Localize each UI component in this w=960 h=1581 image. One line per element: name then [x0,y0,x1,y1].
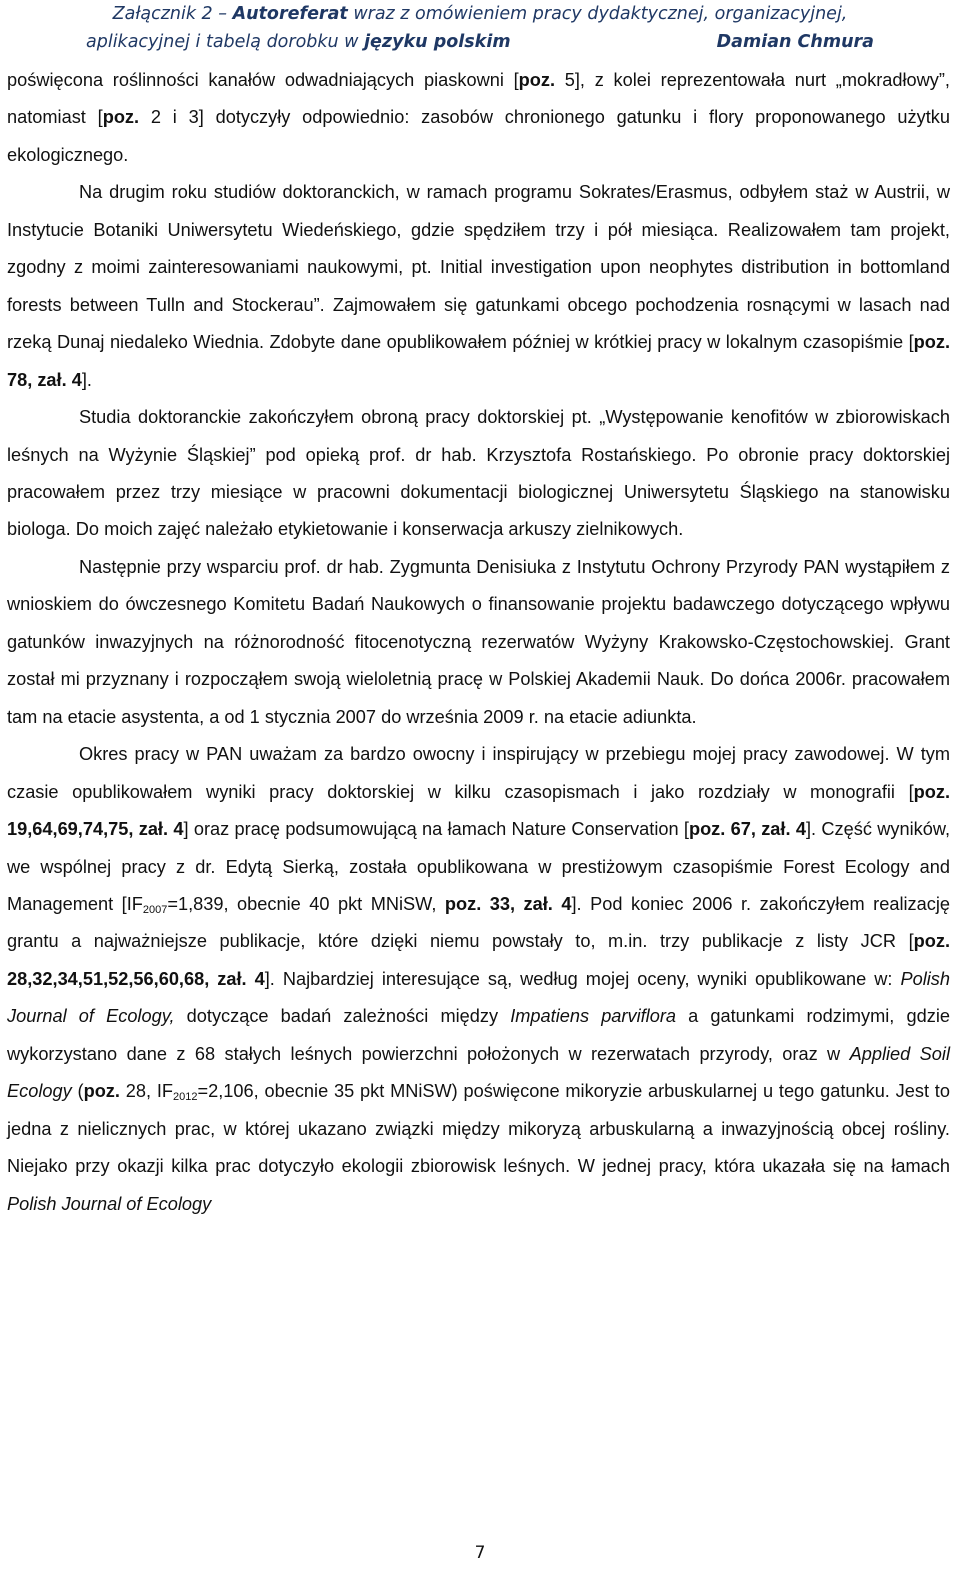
bold-ref: poz. [102,107,140,128]
text: Na drugim roku studiów doktoranckich, w ramach programu Sokrates/Erasmus, odbyłem staż w Austrii, w Instytucie Botaniki Uniwersytetu Wiedeńskiego, gdzie spędziłem trzy i pół miesiąca. Realizowałem tam projekt, zgodny z moimi zainteresowaniami naukowymi, pt. Initial investigation upon neophytes distribution in bottomland forests between Tulln and Stockerau”. Zajmowałem się gatunkami obcego pochodzenia rosnącymi w lasach nad rzeką Dunaj niedaleko Wiednia. Zdobyte dane opublikowałem później w krótkiej pracy w lokalnym czasopiśmie [ [7,182,950,353]
subscript: 2007 [142,903,168,916]
text: =2,106, obecnie 35 pkt MNiSW) poświęcone mikoryzie arbuskularnej u tego gatunku. Jest to jedna z nielicznych prac, w której ukazano związki między mikoryzą arbuskularną a inwazyjnością obcej rośliny. Niejako przy okazji kilka prac dotyczyło ekologii zbiorowisk leśnych. W jednej pracy, która ukazała się na łamach [7,1081,950,1177]
bold-ref: poz. [518,70,556,90]
bold-ref: poz. 67, zał. 4 [688,819,806,840]
text: ] oraz pracę podsumowującą na łamach Nature Conservation [ [183,819,689,840]
bold-ref: poz. 19,64,69,74,75, zał. 4 [7,781,950,840]
bold-ref: poz. [83,1081,120,1102]
header-author: Damian Chmura [716,32,874,52]
text: ( [71,1081,84,1102]
header-prefix: Załącznik 2 – [112,4,233,24]
text: dotyczące badań zależności między [174,1006,511,1027]
page-number: 7 [474,1543,486,1563]
text: =1,839, obecnie 40 pkt MNiSW, [167,893,445,914]
header-line2-left [86,28,511,57]
subscript: 2012 [173,1091,198,1104]
header-line2-prefix: aplikacyjnej i tabelą dorobku w [86,32,365,52]
paragraph-3: Studia doktoranckie zakończyłem obroną pracy doktorskiej pt. „Występowanie kenofitów w zbiorowiskach leśnych na Wyżynie Śląskiej” pod opieką prof. dr hab. Krzysztofa Rostańskiego. Po obronie pracy doktorskiej pracowałem przez trzy miesiące w pracowni dokumentacji biologicznej Uniwersytetu Śląskiego na stanowisku biologa. Do moich zajęć należało etykietowanie i konserwacja arkuszy zielnikowych. [7,407,950,540]
header-bold: Autoreferat [232,4,348,24]
paragraph-2 [7,174,950,399]
text: ]. Najbardziej interesujące są, według mojej oceny, wyniki opublikowane w: [264,968,901,989]
text: ]. [81,369,92,390]
document-body [7,62,950,1223]
header-line-1 [0,0,960,29]
text: 28, IF [119,1081,173,1102]
header-line2-bold: języku polskim [364,32,511,52]
text: Okres pracy w PAN uważam za bardzo owocny i inspirujący w przebiegu mojej pracy zawodowej. W tym czasie opublikowałem wyniki pracy doktorskiej w kilku czasopismach i jako rozdziały w monografii [ [7,744,950,802]
text: 2 i 3] dotyczyły odpowiednio: zasobów chronionego gatunku i flory proponowanego użytku ekologicznego. [7,107,950,165]
italic-title: Polish Journal of Ecology, [7,968,951,1027]
text: 5], z kolei reprezentowała nurt „mokradłowy”, natomiast [ [7,70,950,128]
header-suffix: wraz z omówieniem pracy dydaktycznej, organizacyjnej, [347,4,848,24]
italic-title: Polish Journal of Ecology [7,1193,212,1214]
text: poświęcona roślinności kanałów odwadniających piaskowni [ [7,70,519,90]
text: a gatunkami rodzimymi, gdzie wykorzystano dane z 68 stałych leśnych powierzchni położonych w rezerwatach przyrody, oraz w [7,1006,950,1064]
bold-ref: poz. 78, zał. 4 [7,332,950,390]
text: ]. Część wyników, we wspólnej pracy z dr. Edytą Sierką, została opublikowana w prestiżowym czasopiśmie Forest Ecology and Management [IF [7,819,950,914]
text: ]. Pod koniec 2006 r. zakończyłem realizację grantu a najważniejsze publikacje, które dzięki niemu powstały to, m.in. trzy publikacje z listy JCR [ [7,893,951,952]
bold-ref: poz. 33, zał. 4 [444,893,572,914]
paragraph-4: Następnie przy wsparciu prof. dr hab. Zygmunta Denisiuka z Instytutu Ochrony Przyrody PAN wystąpiłem z wnioskiem do ówczesnego Komitetu Badań Naukowych o finansowanie projektu badawczego dotyczącego wpływu gatunków inwazyjnych na różnorodność fitocenotyczną rezerwatów Wyżyny Krakowsko-Częstochowskiej. Grant został mi przyznany i rozpocząłem swoją wieloletnią pracę w Polskiej Akademii Nauk. Do dońca 2006r. pracowałem tam na etacie asystenta, a od 1 stycznia 2007 do września 2009 r. na etacie adiunkta. [7,556,950,727]
paragraph-1 [7,62,950,174]
bold-ref: poz. 28,32,34,51,52,56,60,68, zał. 4 [7,931,950,989]
paragraph-5 [7,736,950,1223]
italic-species: Impatiens parviflora [510,1006,676,1027]
italic-title: Applied Soil Ecology [7,1043,950,1102]
